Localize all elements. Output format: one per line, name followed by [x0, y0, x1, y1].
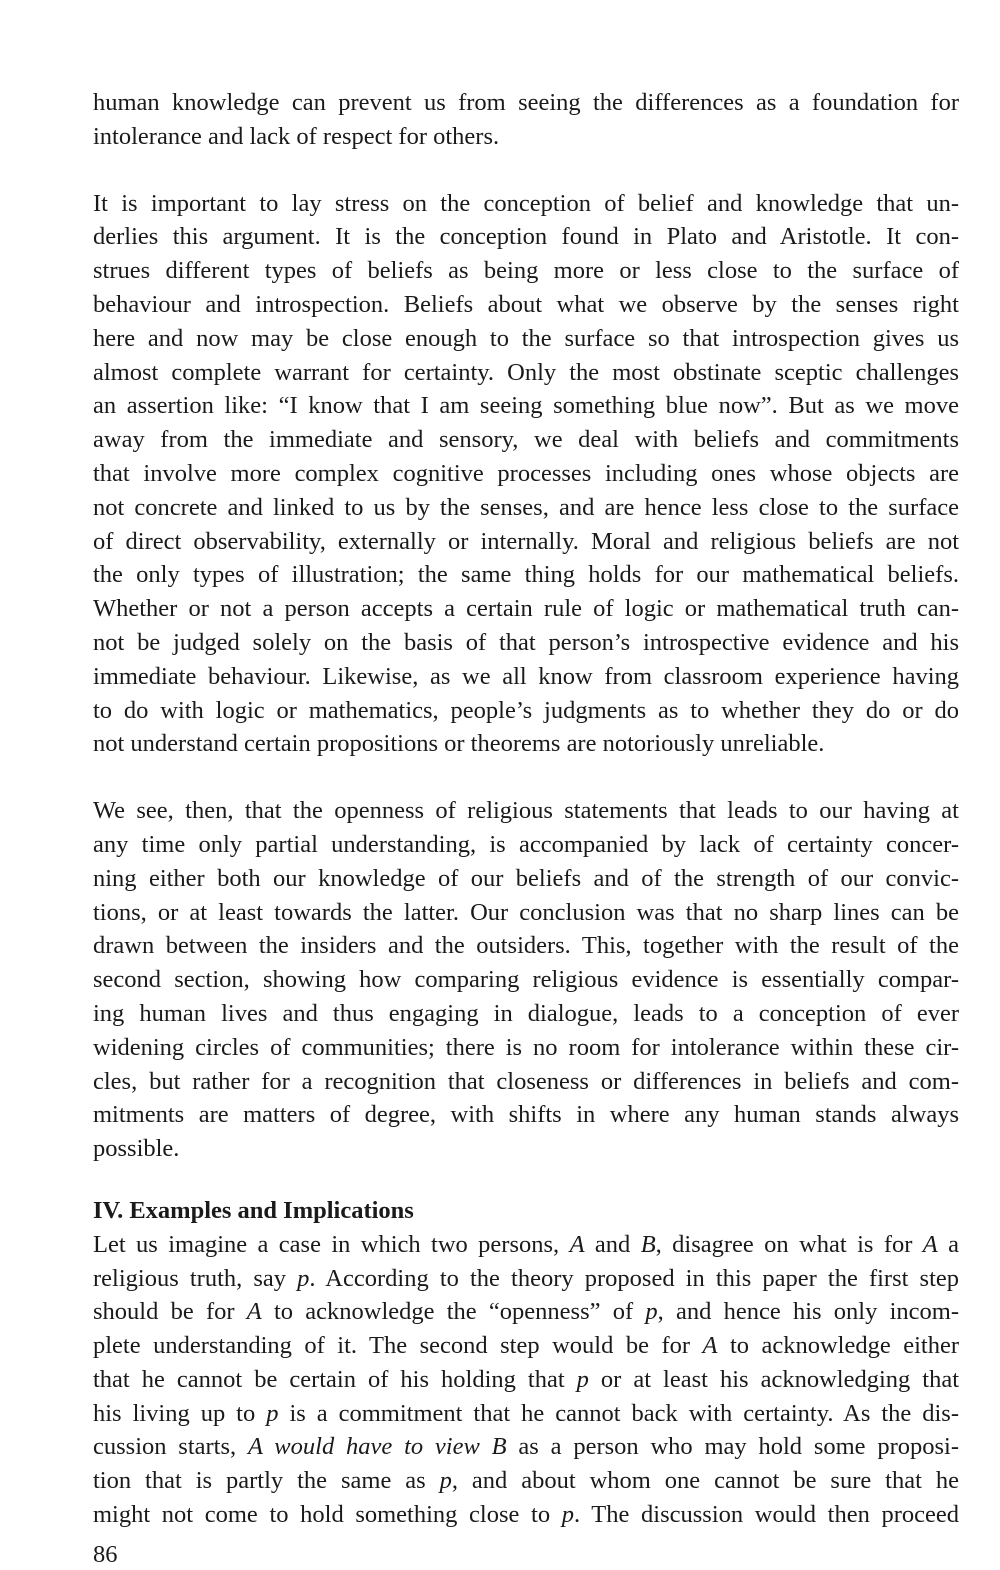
- text-line: human knowledge can prevent us from seeing the differences as a foundation for: [93, 89, 959, 116]
- italic-term: A: [702, 1332, 718, 1360]
- paragraph-2: [93, 187, 959, 762]
- italic-term: B: [640, 1230, 656, 1258]
- text-line: not concrete and linked to us by the senses, and are hence less close to the surface: [93, 493, 959, 521]
- text-line: his living up to p is a commitment that he cannot back with certainty. As the dis-: [93, 1399, 959, 1427]
- text-line: that involve more complex cognitive processes including ones whose objects are: [93, 459, 959, 487]
- text-line: should be for A to acknowledge the “openness” of p, and hence his only incom-: [93, 1298, 959, 1326]
- text-line: not understand certain propositions or theorems are notoriously unreliable.: [93, 730, 825, 758]
- text-line: behaviour and introspection. Beliefs about what we observe by the senses right: [93, 290, 959, 318]
- text-line: possible.: [93, 1135, 180, 1163]
- text-line: religious truth, say p. According to the theory proposed in this paper the first step: [93, 1264, 959, 1292]
- text-line: of direct observability, externally or internally. Moral and religious beliefs are not: [93, 527, 959, 555]
- paragraph-1: [93, 86, 959, 154]
- text-line: ing human lives and thus engaging in dialogue, leads to a conception of ever: [93, 999, 959, 1027]
- text-line: any time only partial understanding, is accompanied by lack of certainty concer-: [93, 830, 959, 858]
- italic-term: p: [297, 1264, 310, 1292]
- page-body: [93, 86, 959, 1532]
- text-line: widening circles of communities; there is no room for intolerance within these cir-: [93, 1033, 959, 1061]
- text-line: not be judged solely on the basis of that person’s introspective evidence and his: [93, 628, 959, 656]
- text-line: that he cannot be certain of his holding that p or at least his acknowledging that: [93, 1365, 959, 1393]
- italic-term: p: [576, 1365, 589, 1393]
- text-line: strues different types of beliefs as being more or less close to the surface of: [93, 257, 959, 285]
- text-line: intolerance and lack of respect for others.: [93, 122, 500, 150]
- italic-term: A: [569, 1230, 585, 1258]
- text-line: to do with logic or mathematics, people’s judgments as to whether they do or do: [93, 696, 959, 724]
- text-line: the only types of illustration; the same thing holds for our mathematical beliefs.: [93, 561, 959, 589]
- text-line: cussion starts, A would have to view B as a person who may hold some proposi-: [93, 1433, 960, 1461]
- text-line: drawn between the insiders and the outsiders. This, together with the result of the: [93, 932, 959, 960]
- text-line: tion that is partly the same as p, and about whom one cannot be sure that he: [93, 1467, 959, 1495]
- section-heading: IV. Examples and Implications: [93, 1196, 414, 1224]
- italic-term: A: [246, 1298, 262, 1326]
- text-line: an assertion like: “I know that I am seeing something blue now”. But as we move: [93, 392, 959, 420]
- text-line: It is important to lay stress on the conception of belief and knowledge that un-: [93, 189, 959, 217]
- paragraph-3: [93, 794, 959, 1166]
- text-line: tions, or at least towards the latter. Our conclusion was that no sharp lines can be: [93, 898, 959, 926]
- text-line: Let us imagine a case in which two persons, A and B, disagree on what is for A a: [93, 1230, 960, 1258]
- text-line: plete understanding of it. The second step would be for A to acknowledge either: [93, 1332, 959, 1360]
- text-line: might not come to hold something close to p. The discussion would then proceed: [93, 1501, 960, 1529]
- text-line: immediate behaviour. Likewise, as we all know from classroom experience having: [93, 662, 959, 690]
- italic-term: A: [922, 1230, 938, 1258]
- text-line: ning either both our knowledge of our beliefs and of the strength of our convic-: [93, 864, 959, 892]
- italic-term: A would have to view B: [247, 1433, 507, 1461]
- text-line: almost complete warrant for certainty. Only the most obstinate sceptic challenges: [93, 358, 959, 386]
- italic-term: p: [266, 1399, 279, 1427]
- italic-term: p: [645, 1298, 658, 1326]
- text-line: derlies this argument. It is the conception found in Plato and Aristotle. It con-: [93, 223, 959, 251]
- page-number: 86: [93, 1541, 118, 1568]
- italic-term: p: [439, 1467, 452, 1495]
- paragraph-4: [93, 1228, 959, 1532]
- text-line: away from the immediate and sensory, we deal with beliefs and commitments: [93, 426, 959, 454]
- text-line: We see, then, that the openness of religious statements that leads to our having at: [93, 797, 959, 825]
- italic-term: p: [561, 1501, 574, 1529]
- text-line: here and now may be close enough to the surface so that introspection gives us: [93, 324, 959, 352]
- text-line: second section, showing how comparing religious evidence is essentially compar-: [93, 966, 959, 994]
- text-line: Whether or not a person accepts a certain rule of logic or mathematical truth can-: [93, 595, 959, 623]
- text-line: cles, but rather for a recognition that closeness or differences in beliefs and com-: [93, 1067, 959, 1095]
- text-line: mitments are matters of degree, with shifts in where any human stands always: [93, 1101, 959, 1129]
